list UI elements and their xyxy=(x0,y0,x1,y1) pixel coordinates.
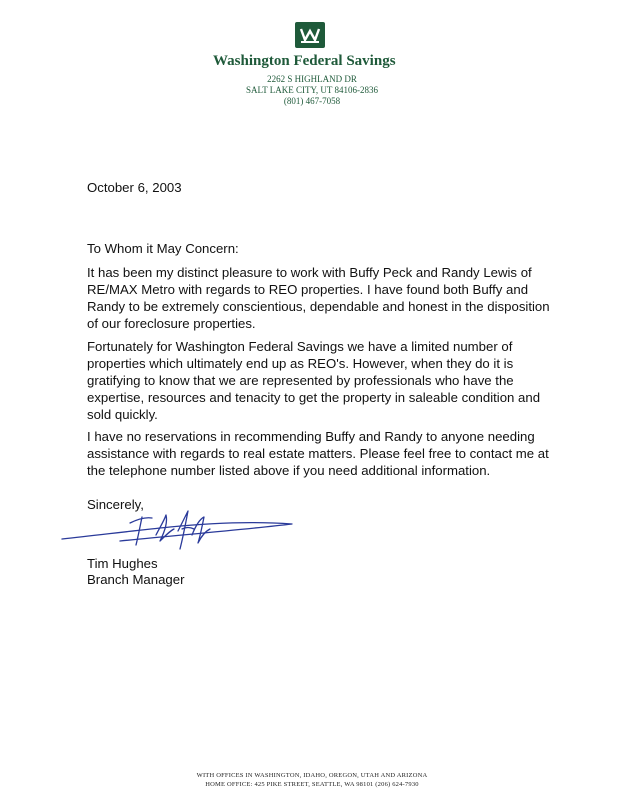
letter-date: October 6, 2003 xyxy=(87,180,182,195)
footer-home-office: HOME OFFICE: 425 PIKE STREET, SEATTLE, WA 98101 (206) 624-7930 xyxy=(205,781,419,788)
org-name: Washington Federal Savings xyxy=(213,53,396,69)
address-line-2: SALT LAKE CITY, UT 84106-2836 xyxy=(246,85,378,95)
phone-number: (801) 467-7058 xyxy=(283,96,341,106)
signer-name: Tim Hughes xyxy=(87,556,158,571)
address-line-1: 2262 S HIGHLAND DR xyxy=(267,74,357,84)
handwritten-signature xyxy=(60,505,300,555)
footer-offices: WITH OFFICES IN WASHINGTON, IDAHO, OREGON, UTAH AND ARIZONA xyxy=(196,772,428,779)
salutation: To Whom it May Concern: xyxy=(87,241,239,256)
logo-w-icon xyxy=(299,26,321,44)
company-logo xyxy=(295,22,325,48)
closing: Sincerely, xyxy=(87,497,144,512)
signer-title: Branch Manager xyxy=(87,572,185,587)
paragraph-1: It has been my distinct pleasure to work with Buffy Peck and Randy Lewis of RE/MAX Metro with regards to REO properties. I have found both Buffy and Randy to be extremely conscientious, dependable and honest in the disposition of our foreclosure properties. xyxy=(87,265,550,331)
paragraph-3: I have no reservations in recommending Buffy and Randy to anyone needing assistance with regards to real estate matters. Please feel free to contact me at the telephone number listed above if you need additional information. xyxy=(87,429,549,478)
paragraph-2: Fortunately for Washington Federal Savings we have a limited number of properties which ultimately end up as REO's. However, when they do it is gratifying to know that we are represented by professionals who have the expertise, resources and tenacity to get the property in saleable condition and sold quickly. xyxy=(87,339,541,422)
